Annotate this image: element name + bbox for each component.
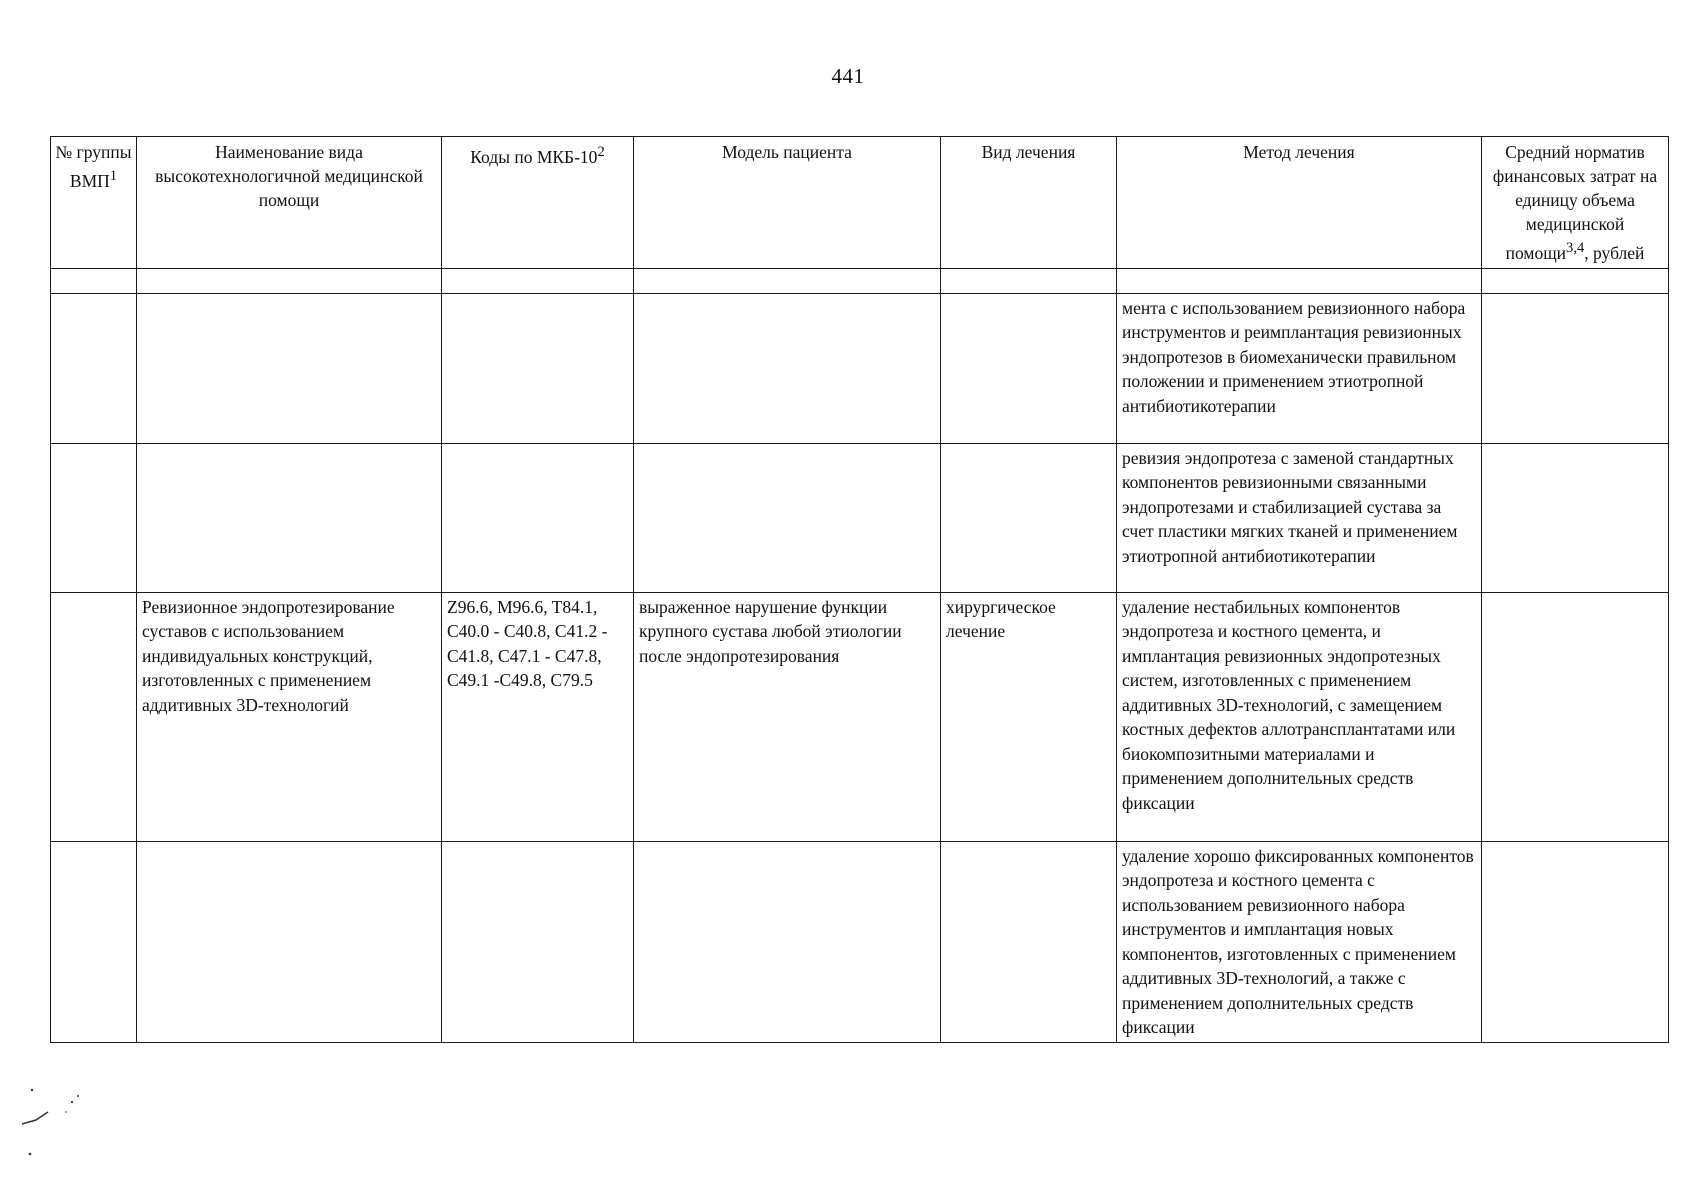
page-number: 441: [831, 64, 865, 88]
vmp-table: [50, 136, 1669, 1043]
cell-icd-codes: [442, 841, 634, 1042]
header-treatment-type: Вид лечения: [941, 137, 1117, 269]
cell-patient-model: [634, 293, 941, 443]
cell-treatment-type: хирургическое лечение: [941, 592, 1117, 841]
table-row: [51, 592, 1669, 841]
header-avg-cost: Средний норматив финансовых затрат на единицу объема медицинской помощи$^{3,4}$, рублей: [1482, 137, 1669, 269]
cell-treatment-type: [941, 443, 1117, 592]
cell-name: [137, 841, 442, 1042]
cell-patient-model: выраженное нарушение функции крупного сустава любой этиологии после эндопротезирования: [634, 592, 941, 841]
cell-treatment-type: [941, 293, 1117, 443]
header-group-no: № группы ВМП$^1$: [51, 137, 137, 269]
cell-treatment-method: мента с использованием ревизионного набора инструментов и реимплантация ревизионных эндопротезов в биомеханически правильном положении и применением этиотропной антибиотикотерапии: [1117, 293, 1482, 443]
cell-treatment-type: [941, 841, 1117, 1042]
column-number-cell: [137, 268, 442, 293]
cell-treatment-method: ревизия эндопротеза с заменой стандартных компонентов ревизионными связанными эндопротезами и стабилизацией сустава за счет пластики мягких тканей и применением этиотропной антибиотикотерапии: [1117, 443, 1482, 592]
cell-treatment-method: удаление хорошо фиксированных компонентов эндопротеза и костного цемента с использованием ревизионного набора инструментов и имплантация новых компонентов, изготовленных с применением аддитивных 3D-технологий, а также с применением дополнительных средств фиксации: [1117, 841, 1482, 1042]
cell-group-no: [51, 592, 137, 841]
column-number-cell: [634, 268, 941, 293]
cell-patient-model: [634, 443, 941, 592]
column-number-cell: [941, 268, 1117, 293]
cell-name: [137, 443, 442, 592]
cell-avg-cost: [1482, 592, 1669, 841]
cell-name: Ревизионное эндопротезирование суставов с использованием индивидуальных конструкций, изготовленных с применением аддитивных 3D-технологий: [137, 592, 442, 841]
cell-avg-cost: [1482, 841, 1669, 1042]
cell-patient-model: [634, 841, 941, 1042]
cell-icd-codes: Z96.6, M96.6, T84.1, C40.0 - C40.8, C41.2 - C41.8, C47.1 - C47.8, C49.1 -C49.8, C79.5: [442, 592, 634, 841]
column-number-cell: [1117, 268, 1482, 293]
column-number-cell: [51, 268, 137, 293]
column-number-row: [51, 268, 1669, 293]
cell-avg-cost: [1482, 293, 1669, 443]
column-number-cell: [1482, 268, 1669, 293]
column-number-cell: [442, 268, 634, 293]
table-row: [51, 443, 1669, 592]
scan-specks: [18, 1082, 108, 1162]
header-icd-codes: Коды по МКБ-$10^2$: [442, 137, 634, 269]
header-row: [51, 137, 1669, 269]
table-row: [51, 293, 1669, 443]
cell-name: [137, 293, 442, 443]
cell-icd-codes: [442, 443, 634, 592]
cell-icd-codes: [442, 293, 634, 443]
cell-group-no: [51, 841, 137, 1042]
cell-group-no: [51, 293, 137, 443]
cell-avg-cost: [1482, 443, 1669, 592]
cell-group-no: [51, 443, 137, 592]
cell-treatment-method: удаление нестабильных компонентов эндопротеза и костного цемента, и имплантация ревизионных эндопротезных систем, изготовленных с применением аддитивных 3D-технологий, с замещением костных дефектов аллотрансплантатами или биокомпозитными материалами и применением дополнительных средств фиксации: [1117, 592, 1482, 841]
header-patient-model: Модель пациента: [634, 137, 941, 269]
table-row: [51, 841, 1669, 1042]
header-name: Наименование вида высокотехнологичной медицинской помощи: [137, 137, 442, 269]
header-treatment-method: Метод лечения: [1117, 137, 1482, 269]
